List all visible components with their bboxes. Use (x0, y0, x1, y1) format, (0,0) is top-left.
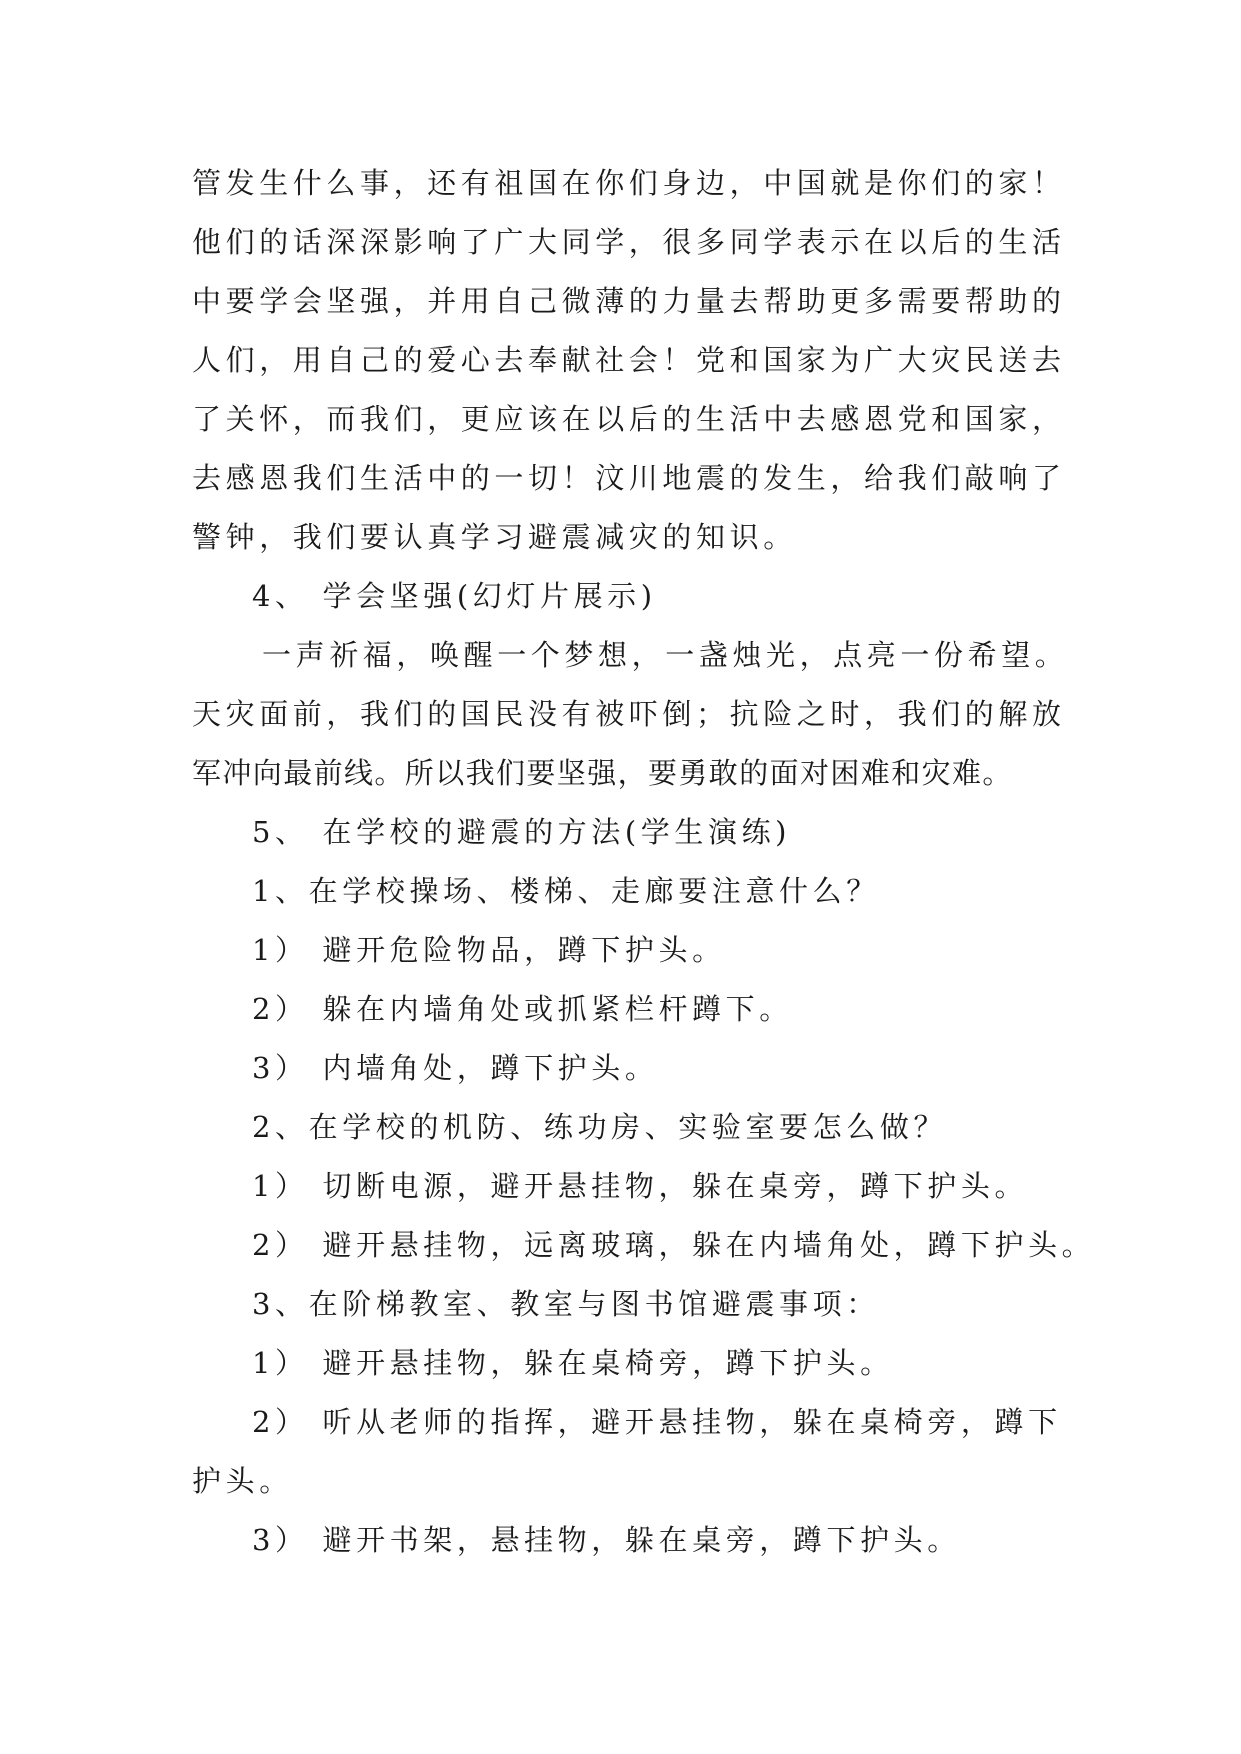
question-heading: 2、在学校的机防、练功房、实验室要怎么做？ (252, 1110, 948, 1144)
section-heading-4: 4、 学会坚强(幻灯片展示) (252, 579, 657, 613)
list-item: 1） 避开危险物品，蹲下护头。 (252, 933, 726, 967)
list-item: 1） 切断电源，避开悬挂物，躲在桌旁，蹲下护头。 (252, 1169, 1029, 1203)
list-item: 1） 避开悬挂物，躲在桌椅旁，蹲下护头。 (252, 1346, 894, 1380)
paragraph-line: 中要学会坚强，并用自己微薄的力量去帮助更多需要帮助的 (192, 284, 1066, 318)
list-item: 3） 内墙角处，蹲下护头。 (252, 1051, 659, 1085)
paragraph-line: 人们，用自己的爱心去奉献社会！党和国家为广大灾民送去 (192, 343, 1066, 377)
paragraph-line: 去感恩我们生活中的一切！汶川地震的发生，给我们敲响了 (192, 461, 1066, 495)
paragraph-line: 他们的话深深影响了广大同学，很多同学表示在以后的生活 (192, 225, 1066, 259)
section-heading-5: 5、 在学校的避震的方法(学生演练) (252, 815, 792, 849)
paragraph-line: 军冲向最前线。所以我们要坚强，要勇敢的面对困难和灾难。 (192, 756, 1013, 790)
list-item: 2） 听从老师的指挥，避开悬挂物，躲在桌椅旁，蹲下 (252, 1405, 1062, 1439)
list-item: 2） 避开悬挂物，远离玻璃，躲在内墙角处，蹲下护头。 (252, 1228, 1096, 1262)
list-item-continuation: 护头。 (192, 1464, 293, 1498)
question-heading: 1、在学校操场、楼梯、走廊要注意什么？ (252, 874, 880, 908)
paragraph-line: 警钟，我们要认真学习避震减灾的知识。 (192, 520, 797, 554)
question-heading: 3、在阶梯教室、教室与图书馆避震事项： (252, 1287, 880, 1321)
paragraph-line: 天灾面前，我们的国民没有被吓倒；抗险之时，我们的解放 (192, 697, 1066, 731)
list-item: 2） 躲在内墙角处或抓紧栏杆蹲下。 (252, 992, 793, 1026)
paragraph-line: 了关怀，而我们，更应该在以后的生活中去感恩党和国家， (192, 402, 1066, 436)
paragraph-line: 管发生什么事，还有祖国在你们身边，中国就是你们的家！ (192, 166, 1066, 200)
paragraph-line: 一声祈福，唤醒一个梦想，一盏烛光，点亮一份希望。 (262, 638, 1069, 672)
list-item: 3） 避开书架，悬挂物，躲在桌旁，蹲下护头。 (252, 1523, 961, 1557)
